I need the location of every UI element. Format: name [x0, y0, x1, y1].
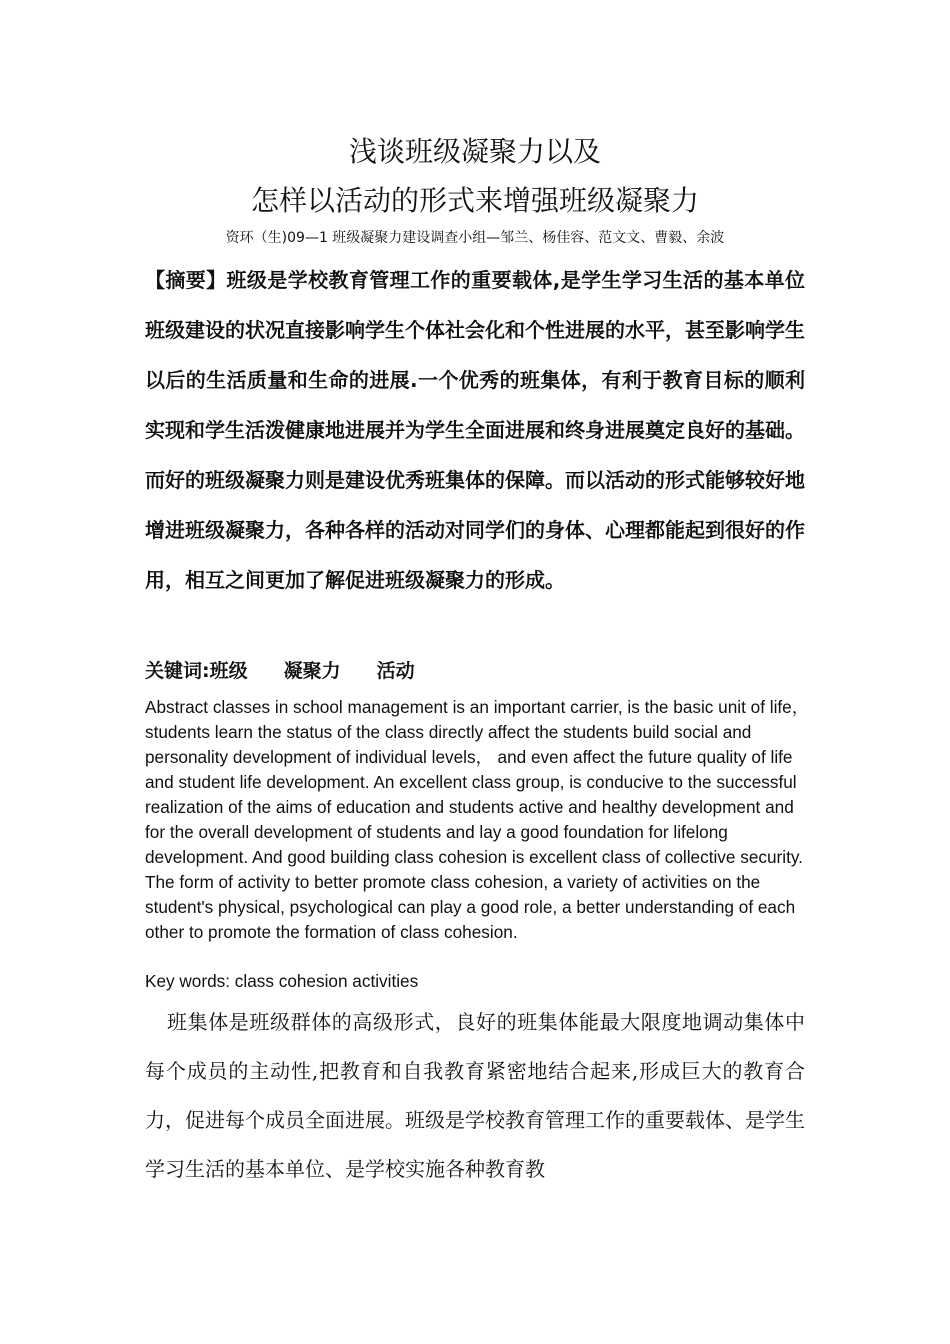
abstract-english: Abstract classes in school management is an important carrier, is the basic unit of life， students learn the status of the class directly affect the students build social and personality development of individual levels， and even affect the future quality of life and student life development. An excellent class group, is conducive to the successful realization of the aims of education and students active and healthy development and for the overall development of students and lay a good foundation for lifelong development. And good building class cohesion is excellent class of collective security. The form of activity to better promote class cohesion, a variety of activities on the student's physical, psychological can play a good role, a better understanding of each other to promote the formation of class cohesion. — [145, 697, 809, 942]
authors-line: 资环（生)09—1 班级凝聚力建设调查小组—邹兰、杨佳容、范文文、曹毅、余波 — [225, 230, 725, 246]
keyword-item: 班级 — [209, 660, 248, 682]
keywords-label: 关键词: — [145, 660, 210, 682]
keyword-item: 活动 — [376, 660, 415, 682]
keywords-chinese — [145, 656, 415, 686]
abstract-chinese: 【摘要】班级是学校教育管理工作的重要载体,是学生学习生活的基本单位班级建设的状况直接影响学生个体社会化和个性进展的水平，甚至影响学生以后的生活质量和生命的进展.一个优秀的班集体，有利于教育目标的顺利实现和学生活泼健康地进展并为学生全面进展和终身进展奠定良好的基础。而好的班级凝聚力则是建设优秀班集体的保障。而以活动的形式能够较好地增进班级凝聚力，各种各样的活动对同学们的身体、心理都能起到很好的作用，相互之间更加了解促进班级凝聚力的形成。 — [145, 268, 805, 592]
title-line-1: 浅谈班级凝聚力以及 — [348, 135, 601, 168]
keyword-item: 凝聚力 — [283, 660, 341, 682]
keywords-english: Key words: class cohesion activities — [145, 971, 419, 991]
title-line-2: 怎样以活动的形式来增强班级凝聚力 — [250, 184, 699, 217]
body-paragraph: 班集体是班级群体的高级形式，良好的班集体能最大限度地调动集体中每个成员的主动性,把教育和自我教育紧密地结合起来,形成巨大的教育合力，促进每个成员全面进展。班级是学校教育管理工作的重要载体、是学生学习生活的基本单位、是学校实施各种教育教 — [145, 1010, 805, 1181]
